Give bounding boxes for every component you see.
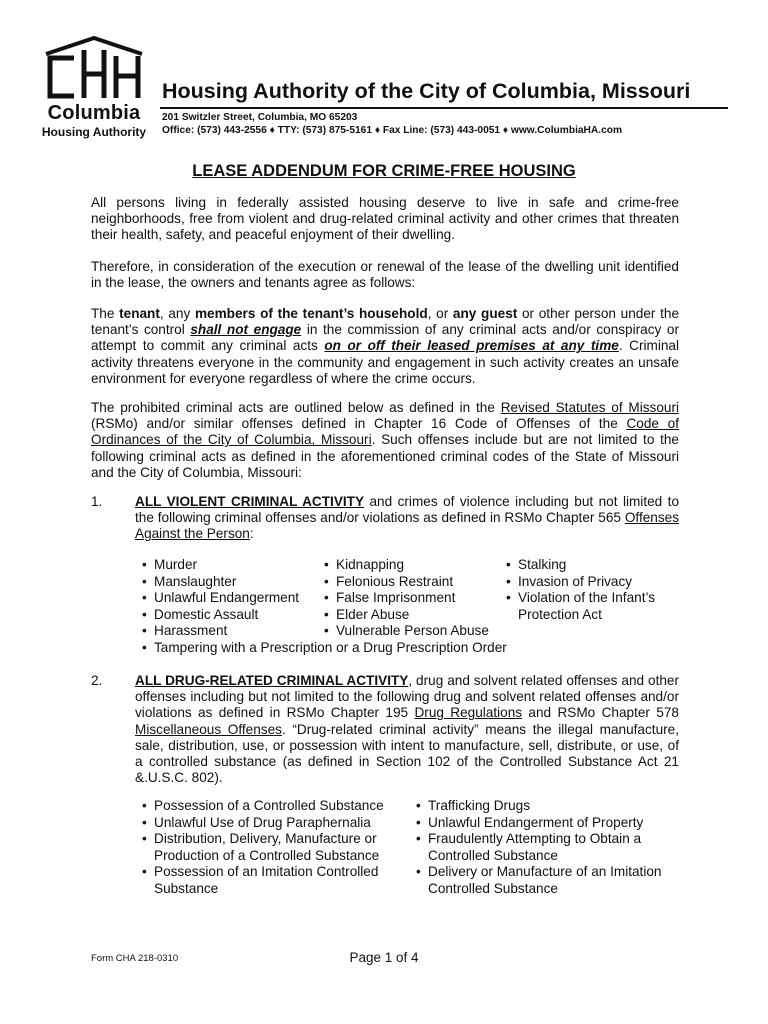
- list-item: • Possession of an Imitation Controlled: [140, 864, 384, 881]
- conduct-text-3: , or: [427, 306, 453, 321]
- list-item: • Felonious Restraint: [322, 574, 489, 591]
- violent-crimes-col3: [504, 557, 655, 623]
- document-title-text: LEASE ADDENDUM FOR CRIME-FREE HOUSING: [192, 162, 576, 180]
- address-line: 201 Switzler Street, Columbia, MO 65203: [162, 112, 358, 123]
- item-2-heading: ALL DRUG-RELATED CRIMINAL ACTIVITY: [135, 673, 409, 688]
- cha-logo: [38, 36, 150, 140]
- list-item: • Unlawful Endangerment: [140, 590, 507, 607]
- conduct-members: members of the tenant’s household: [194, 306, 428, 321]
- list-item: • Fraudulently Attempting to Obtain a: [414, 831, 661, 848]
- conduct-text-6: . Criminal activity threatens everyone in the community and engagement in such activity creates an unsafe environment for everyone regardless of where the crime occurs.: [91, 338, 679, 386]
- intro-paragraph: All persons living in federally assisted housing deserve to live in safe and crime-free neighborhoods, free from violent and drug-related criminal activity and other crimes that threaten their health, safety, and peaceful enjoyment of their dwelling.: [91, 195, 679, 243]
- document-title: [0, 162, 768, 181]
- prohibited-text-3: . Such offenses include but are not limited to the following criminal acts as defined in the aforementioned criminal codes of the State of Missouri and the City of Columbia, Missouri:: [91, 432, 679, 480]
- list-item: • Kidnapping: [322, 557, 489, 574]
- list-item: • Possession of a Controlled Substance: [140, 798, 384, 815]
- misc-offenses-link: Miscellaneous Offenses: [135, 721, 282, 737]
- drug-crimes-col2: [414, 798, 661, 898]
- conduct-shall-not-engage: shall not engage: [190, 322, 302, 338]
- list-item: • Harassment: [140, 623, 507, 640]
- list-item-continuation: Controlled Substance: [428, 847, 558, 863]
- list-item-continuation: Production of a Controlled Substance: [154, 847, 380, 863]
- list-item: • Murder: [140, 557, 507, 574]
- contact-line: Office: (573) 443-2556 ♦ TTY: (573) 875-5161 ♦ Fax Line: (573) 443-0051 ♦ www.ColumbiaHA.com: [162, 125, 623, 136]
- item-1-text-1: and crimes of violence including but not limited to the following criminal offenses and/or violations as defined in RSMo Chapter 565: [135, 494, 680, 526]
- list-item: • Delivery or Manufacture of an Imitation: [414, 864, 661, 881]
- list-item: • Unlawful Use of Drug Paraphernalia: [140, 815, 384, 832]
- list-item: • Domestic Assault: [140, 607, 507, 624]
- prohibited-acts-paragraph: [91, 400, 679, 481]
- conduct-on-or-off-premises: on or off their leased premises at any time: [324, 338, 619, 354]
- conduct-text-5: in the commission of any criminal acts and/or conspiracy or attempt to commit any criminal acts: [91, 322, 679, 354]
- item-1-text-2: :: [249, 526, 254, 542]
- rsmo-reference: Revised Statutes of Missouri: [500, 400, 679, 415]
- organization-title: Housing Authority of the City of Columbia, Missouri: [162, 79, 691, 103]
- list-item-continuation: [504, 607, 655, 624]
- list-item: • Manslaughter: [140, 574, 507, 591]
- item-2-text-3: . “Drug-related criminal activity” means the illegal manufacture, sale, distribution, use, or possession with intent to manufacture, sell, distribute, or use, of a controlled substance (as defined in Section 102 of the Controlled Substance Act 21 &.U.S.C. 802).: [135, 721, 679, 786]
- item-2-text-1: , drug and solvent related offenses and other offenses including but not limited to the following drug and solvent related offenses and/or violations as defined in RSMo Chapter 195: [135, 673, 679, 721]
- conduct-text-2: , any: [159, 306, 195, 321]
- item-1-number: 1.: [91, 494, 103, 509]
- list-item: • Tampering with a Prescription or a Drug Prescription Order: [140, 640, 507, 657]
- conduct-guest: any guest: [452, 306, 518, 321]
- conduct-paragraph: [91, 306, 679, 387]
- cha-house-logo-icon: [40, 36, 148, 100]
- drug-regulations-link: Drug Regulations: [414, 705, 523, 721]
- list-item: • Trafficking Drugs: [414, 798, 661, 815]
- item-1-heading: ALL VIOLENT CRIMINAL ACTIVITY: [135, 494, 365, 509]
- agreement-paragraph: Therefore, in consideration of the execution or renewal of the lease of the dwelling unit identified in the lease, the owners and tenants agree as follows:: [91, 259, 679, 291]
- logo-name: Columbia: [47, 102, 141, 124]
- violent-crimes-col2: [322, 557, 489, 640]
- city-code-reference: Code of Ordinances of the City of Columbia, Missouri: [91, 416, 679, 448]
- list-item: • Unlawful Endangerment of Property: [414, 815, 661, 832]
- conduct-text-4: or other person under the tenant’s control: [91, 306, 680, 338]
- list-item: • False Imprisonment: [322, 590, 489, 607]
- prohibited-text-1: The prohibited criminal acts are outlined below as defined in the: [91, 400, 501, 415]
- list-item: • Vulnerable Person Abuse: [322, 623, 489, 640]
- logo-subtitle: Housing Authority: [41, 125, 147, 139]
- list-item-continuation: Substance: [154, 880, 219, 896]
- page-number: Page 1 of 4: [349, 950, 419, 965]
- list-item-continuation: Controlled Substance: [428, 880, 558, 896]
- item-2-number: 2.: [91, 673, 103, 688]
- list-item: • Violation of the Infant’s: [504, 590, 655, 607]
- header-divider: [160, 107, 728, 109]
- list-item: • Invasion of Privacy: [504, 574, 655, 591]
- prohibited-text-2: (RSMo) and/or similar offenses defined in Chapter 16 Code of Offenses of the: [91, 416, 627, 432]
- conduct-tenant: tenant: [119, 306, 160, 321]
- item-2-text-2: and RSMo Chapter 578: [522, 705, 679, 721]
- drug-crimes-col1: [140, 798, 384, 898]
- list-item: • Stalking: [504, 557, 655, 574]
- conduct-text-1: The: [91, 306, 120, 321]
- list-item: • Elder Abuse: [322, 607, 489, 624]
- item-1-link: Offenses Against the Person: [135, 510, 679, 542]
- item-1-text: [135, 494, 679, 543]
- list-item-continuation-text: Protection Act: [518, 606, 602, 622]
- item-2-text: [135, 673, 679, 786]
- form-number: Form CHA 218-0310: [91, 953, 179, 964]
- list-item: • Distribution, Delivery, Manufacture or: [140, 831, 384, 848]
